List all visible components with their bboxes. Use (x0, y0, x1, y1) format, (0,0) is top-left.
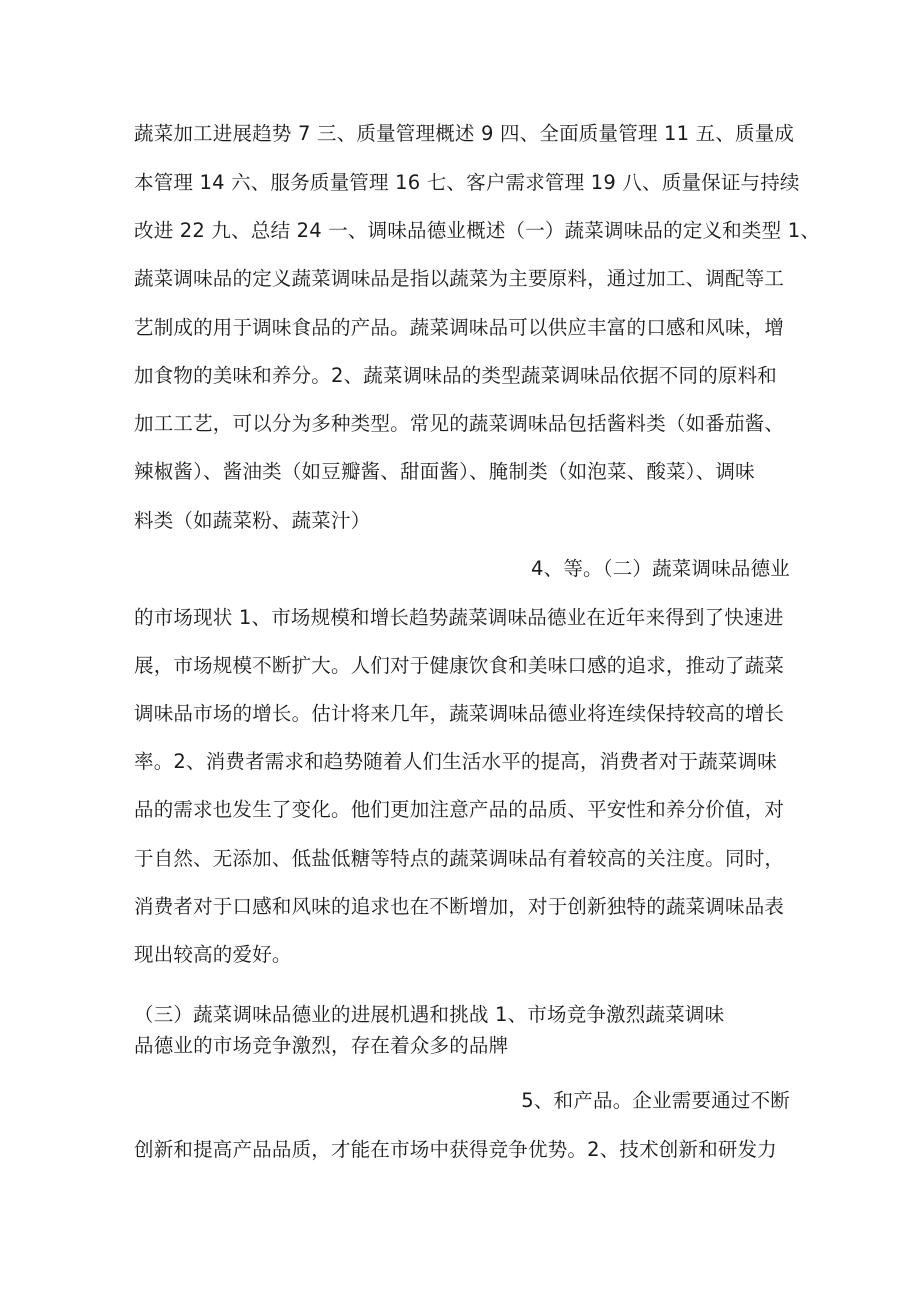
text-line: 展，市场规模不断扩大。人们对于健康饮食和美味口感的追求，推动了蔬菜 (134, 654, 785, 677)
text-line: 加食物的美味和养分。2、蔬菜调味品的类型蔬菜调味品依据不同的原料和 (134, 364, 778, 387)
text-line: 创新和提高产品品质，才能在市场中获得竞争优势。2、技术创新和研发力 (134, 1138, 778, 1161)
text-line: 蔬菜加工进展趋势 7 三、质量管理概述 9 四、全面质量管理 11 五、质量成 (134, 122, 795, 145)
text-line: 艺制成的用于调味食品的产品。蔬菜调味品可以供应丰富的口感和风味，增 (134, 316, 785, 339)
text-line: 调味品市场的增长。估计将来几年，蔬菜调味品德业将连续保持较高的增长 (134, 702, 785, 725)
text-line: 现出较高的爱好。 (134, 943, 292, 966)
text-line: 于自然、无添加、低盐低糖等特点的蔬菜调味品有着较高的关注度。同时， (134, 847, 785, 870)
text-line: 品的需求也发生了变化。他们更加注意产品的品质、平安性和养分价值，对 (134, 798, 785, 821)
text-line: 的市场现状 1、市场规模和增长趋势蔬菜调味品德业在近年来得到了快速进 (134, 606, 784, 629)
text-line: 4、等。（二）蔬菜调味品德业 (531, 557, 790, 580)
text-line: 蔬菜调味品的定义蔬菜调味品是指以蔬菜为主要原料，通过加工、调配等工 (134, 267, 785, 290)
text-line: 加工工艺，可以分为多种类型。常见的蔬菜调味品包括酱料类（如番茄酱、 (134, 412, 785, 435)
text-line: 品德业的市场竞争激烈，存在着众多的品牌 (134, 1034, 509, 1057)
text-line: 率。2、消费者需求和趋势随着人们生活水平的提高，消费者对于蔬菜调味 (134, 750, 778, 773)
text-line: 改进 22 九、总结 24 一、调味品德业概述（一）蔬菜调味品的定义和类型 1、 (134, 219, 821, 242)
text-line: （三）蔬菜调味品德业的进展机遇和挑战 1、市场竞争激烈蔬菜调味 (134, 1003, 725, 1026)
text-line: 辣椒酱）、酱油类（如豆瓣酱、甜面酱）、腌制类（如泡菜、酸菜）、调味 (134, 460, 755, 483)
text-line: 本管理 14 六、服务质量管理 16 七、客户需求管理 19 八、质量保证与持续 (134, 171, 800, 194)
text-line: 消费者对于口感和风味的追求也在不断增加，对于创新独特的蔬菜调味品表 (134, 895, 785, 918)
text-line: 5、和产品。企业需要通过不断 (521, 1089, 790, 1112)
text-line: 料类（如蔬菜粉、蔬菜汁） (134, 509, 371, 532)
